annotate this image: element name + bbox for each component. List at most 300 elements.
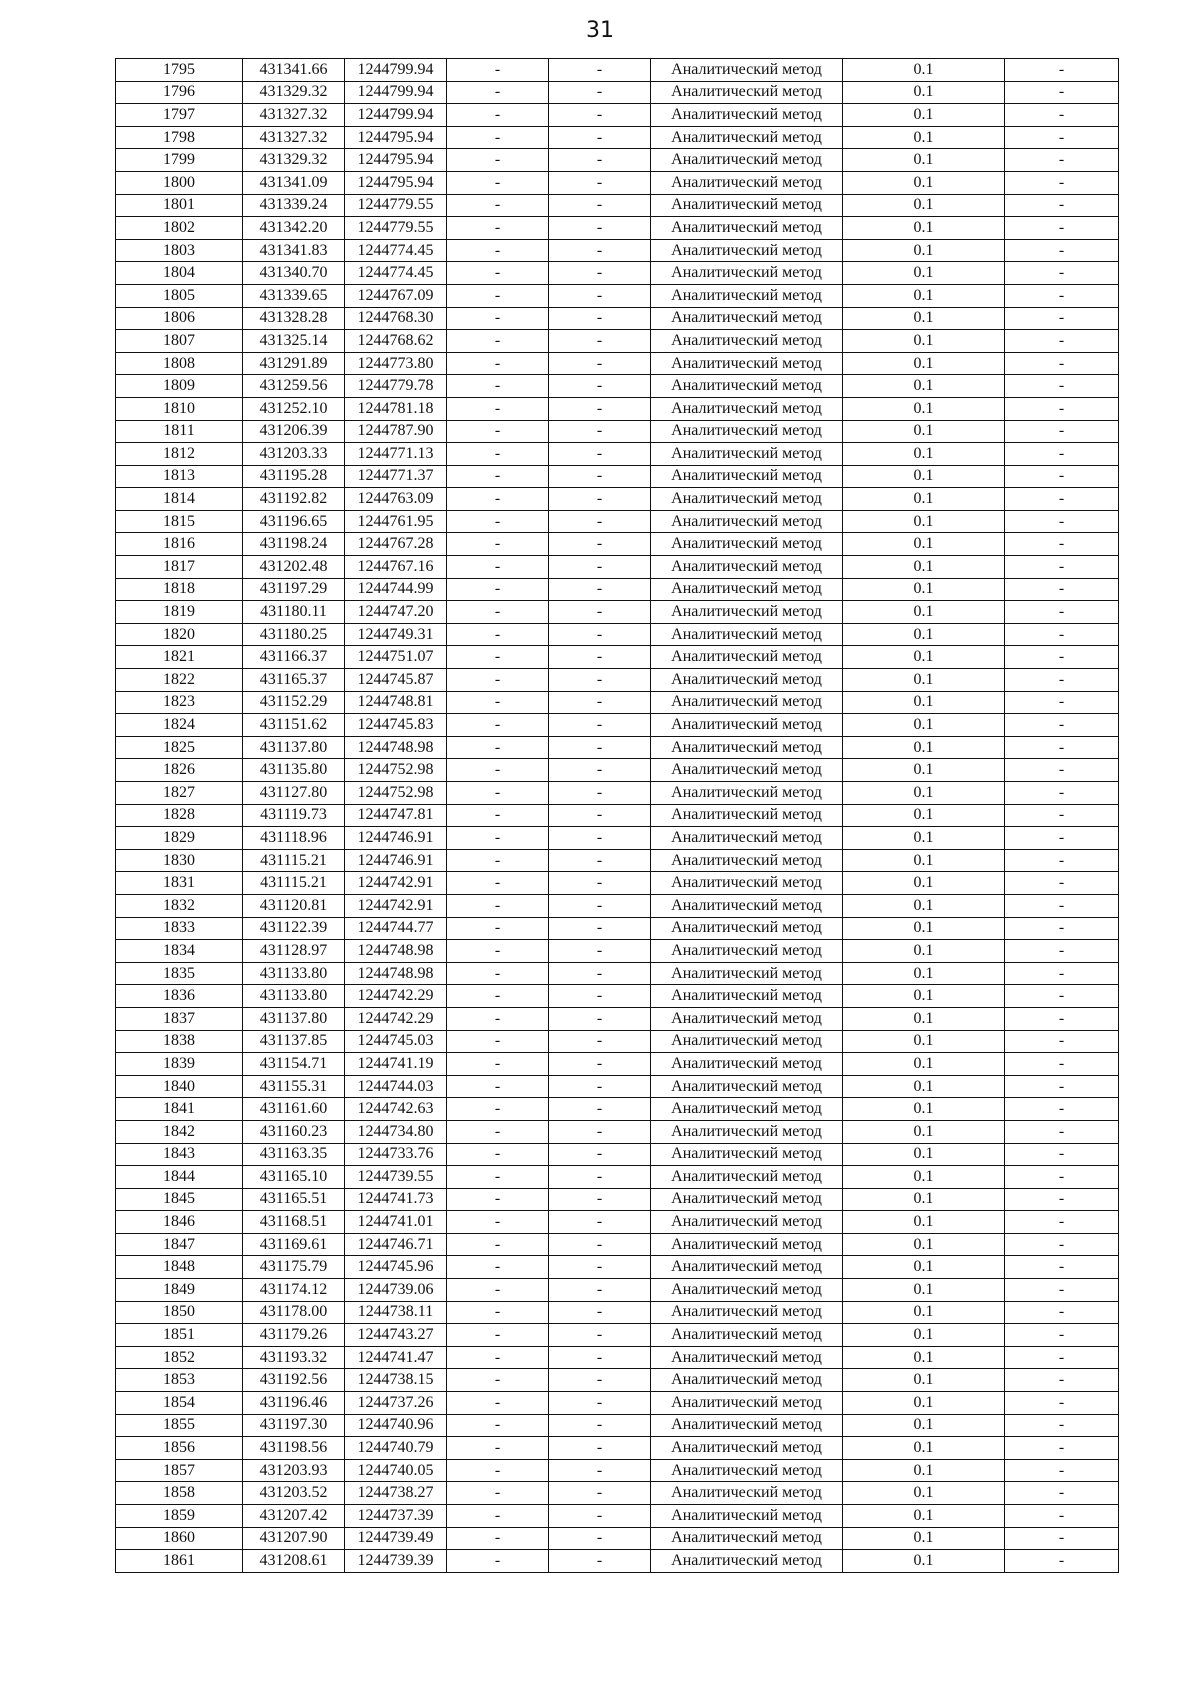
accuracy-cell: 0.1 bbox=[843, 1459, 1005, 1482]
empty-cell-2: - bbox=[549, 397, 651, 420]
accuracy-cell: 0.1 bbox=[843, 1075, 1005, 1098]
y-coordinate-cell: 1244742.63 bbox=[345, 1098, 447, 1121]
empty-cell-1: - bbox=[447, 1392, 549, 1415]
y-coordinate-cell: 1244799.94 bbox=[345, 81, 447, 104]
empty-cell-2: - bbox=[549, 1098, 651, 1121]
method-cell: Аналитический метод bbox=[651, 759, 843, 782]
y-coordinate-cell: 1244741.73 bbox=[345, 1188, 447, 1211]
x-coordinate-cell: 431327.32 bbox=[243, 104, 345, 127]
table-row bbox=[116, 940, 1119, 963]
empty-cell-3: - bbox=[1005, 1346, 1119, 1369]
y-coordinate-cell: 1244748.98 bbox=[345, 940, 447, 963]
point-number-cell: 1828 bbox=[116, 804, 243, 827]
empty-cell-1: - bbox=[447, 1505, 549, 1528]
accuracy-cell: 0.1 bbox=[843, 917, 1005, 940]
method-cell: Аналитический метод bbox=[651, 782, 843, 805]
y-coordinate-cell: 1244746.91 bbox=[345, 827, 447, 850]
accuracy-cell: 0.1 bbox=[843, 465, 1005, 488]
y-coordinate-cell: 1244734.80 bbox=[345, 1120, 447, 1143]
empty-cell-1: - bbox=[447, 1143, 549, 1166]
x-coordinate-cell: 431342.20 bbox=[243, 217, 345, 240]
table-row bbox=[116, 1120, 1119, 1143]
y-coordinate-cell: 1244761.95 bbox=[345, 510, 447, 533]
method-cell: Аналитический метод bbox=[651, 1482, 843, 1505]
table-row bbox=[116, 533, 1119, 556]
y-coordinate-cell: 1244787.90 bbox=[345, 420, 447, 443]
accuracy-cell: 0.1 bbox=[843, 1053, 1005, 1076]
empty-cell-1: - bbox=[447, 782, 549, 805]
table-row bbox=[116, 59, 1119, 82]
empty-cell-2: - bbox=[549, 1075, 651, 1098]
x-coordinate-cell: 431341.66 bbox=[243, 59, 345, 82]
accuracy-cell: 0.1 bbox=[843, 1437, 1005, 1460]
empty-cell-3: - bbox=[1005, 646, 1119, 669]
method-cell: Аналитический метод bbox=[651, 601, 843, 624]
x-coordinate-cell: 431135.80 bbox=[243, 759, 345, 782]
method-cell: Аналитический метод bbox=[651, 1233, 843, 1256]
y-coordinate-cell: 1244745.03 bbox=[345, 1030, 447, 1053]
accuracy-cell: 0.1 bbox=[843, 601, 1005, 624]
empty-cell-3: - bbox=[1005, 601, 1119, 624]
empty-cell-1: - bbox=[447, 601, 549, 624]
method-cell: Аналитический метод bbox=[651, 488, 843, 511]
point-number-cell: 1835 bbox=[116, 962, 243, 985]
point-number-cell: 1854 bbox=[116, 1392, 243, 1415]
table-row bbox=[116, 1098, 1119, 1121]
accuracy-cell: 0.1 bbox=[843, 284, 1005, 307]
method-cell: Аналитический метод bbox=[651, 352, 843, 375]
empty-cell-2: - bbox=[549, 1437, 651, 1460]
method-cell: Аналитический метод bbox=[651, 1143, 843, 1166]
empty-cell-3: - bbox=[1005, 736, 1119, 759]
table-row bbox=[116, 1053, 1119, 1076]
x-coordinate-cell: 431169.61 bbox=[243, 1233, 345, 1256]
table-row bbox=[116, 623, 1119, 646]
x-coordinate-cell: 431339.65 bbox=[243, 284, 345, 307]
accuracy-cell: 0.1 bbox=[843, 262, 1005, 285]
table-row bbox=[116, 578, 1119, 601]
method-cell: Аналитический метод bbox=[651, 1030, 843, 1053]
table-row bbox=[116, 81, 1119, 104]
method-cell: Аналитический метод bbox=[651, 804, 843, 827]
table-row bbox=[116, 804, 1119, 827]
empty-cell-2: - bbox=[549, 1211, 651, 1234]
x-coordinate-cell: 431339.24 bbox=[243, 194, 345, 217]
accuracy-cell: 0.1 bbox=[843, 420, 1005, 443]
accuracy-cell: 0.1 bbox=[843, 149, 1005, 172]
point-number-cell: 1812 bbox=[116, 443, 243, 466]
table-row bbox=[116, 443, 1119, 466]
x-coordinate-cell: 431120.81 bbox=[243, 894, 345, 917]
y-coordinate-cell: 1244795.94 bbox=[345, 126, 447, 149]
empty-cell-2: - bbox=[549, 714, 651, 737]
y-coordinate-cell: 1244745.83 bbox=[345, 714, 447, 737]
method-cell: Аналитический метод bbox=[651, 623, 843, 646]
empty-cell-2: - bbox=[549, 1301, 651, 1324]
point-number-cell: 1824 bbox=[116, 714, 243, 737]
x-coordinate-cell: 431133.80 bbox=[243, 985, 345, 1008]
method-cell: Аналитический метод bbox=[651, 872, 843, 895]
empty-cell-2: - bbox=[549, 149, 651, 172]
point-number-cell: 1861 bbox=[116, 1550, 243, 1573]
point-number-cell: 1831 bbox=[116, 872, 243, 895]
point-number-cell: 1836 bbox=[116, 985, 243, 1008]
empty-cell-1: - bbox=[447, 1437, 549, 1460]
point-number-cell: 1823 bbox=[116, 691, 243, 714]
table-row bbox=[116, 1256, 1119, 1279]
accuracy-cell: 0.1 bbox=[843, 81, 1005, 104]
empty-cell-3: - bbox=[1005, 759, 1119, 782]
table-row bbox=[116, 284, 1119, 307]
empty-cell-1: - bbox=[447, 940, 549, 963]
empty-cell-2: - bbox=[549, 1392, 651, 1415]
empty-cell-3: - bbox=[1005, 330, 1119, 353]
accuracy-cell: 0.1 bbox=[843, 578, 1005, 601]
point-number-cell: 1804 bbox=[116, 262, 243, 285]
point-number-cell: 1807 bbox=[116, 330, 243, 353]
point-number-cell: 1843 bbox=[116, 1143, 243, 1166]
empty-cell-2: - bbox=[549, 601, 651, 624]
y-coordinate-cell: 1244747.81 bbox=[345, 804, 447, 827]
empty-cell-2: - bbox=[549, 330, 651, 353]
empty-cell-2: - bbox=[549, 804, 651, 827]
y-coordinate-cell: 1244741.01 bbox=[345, 1211, 447, 1234]
empty-cell-2: - bbox=[549, 962, 651, 985]
method-cell: Аналитический метод bbox=[651, 1346, 843, 1369]
table-row bbox=[116, 1301, 1119, 1324]
table-row bbox=[116, 1550, 1119, 1573]
empty-cell-1: - bbox=[447, 59, 549, 82]
empty-cell-1: - bbox=[447, 985, 549, 1008]
point-number-cell: 1840 bbox=[116, 1075, 243, 1098]
method-cell: Аналитический метод bbox=[651, 194, 843, 217]
empty-cell-1: - bbox=[447, 1166, 549, 1189]
empty-cell-1: - bbox=[447, 714, 549, 737]
x-coordinate-cell: 431193.32 bbox=[243, 1346, 345, 1369]
empty-cell-1: - bbox=[447, 126, 549, 149]
method-cell: Аналитический метод bbox=[651, 669, 843, 692]
table-row bbox=[116, 1414, 1119, 1437]
empty-cell-1: - bbox=[447, 171, 549, 194]
empty-cell-2: - bbox=[549, 736, 651, 759]
y-coordinate-cell: 1244781.18 bbox=[345, 397, 447, 420]
accuracy-cell: 0.1 bbox=[843, 1392, 1005, 1415]
y-coordinate-cell: 1244749.31 bbox=[345, 623, 447, 646]
empty-cell-3: - bbox=[1005, 397, 1119, 420]
point-number-cell: 1849 bbox=[116, 1279, 243, 1302]
method-cell: Аналитический метод bbox=[651, 1505, 843, 1528]
table-row bbox=[116, 1143, 1119, 1166]
accuracy-cell: 0.1 bbox=[843, 1030, 1005, 1053]
table-row bbox=[116, 126, 1119, 149]
empty-cell-3: - bbox=[1005, 465, 1119, 488]
empty-cell-3: - bbox=[1005, 1527, 1119, 1550]
y-coordinate-cell: 1244745.87 bbox=[345, 669, 447, 692]
empty-cell-2: - bbox=[549, 1550, 651, 1573]
empty-cell-2: - bbox=[549, 894, 651, 917]
method-cell: Аналитический метод bbox=[651, 827, 843, 850]
x-coordinate-cell: 431206.39 bbox=[243, 420, 345, 443]
empty-cell-2: - bbox=[549, 307, 651, 330]
method-cell: Аналитический метод bbox=[651, 420, 843, 443]
accuracy-cell: 0.1 bbox=[843, 194, 1005, 217]
empty-cell-1: - bbox=[447, 556, 549, 579]
x-coordinate-cell: 431203.52 bbox=[243, 1482, 345, 1505]
accuracy-cell: 0.1 bbox=[843, 827, 1005, 850]
y-coordinate-cell: 1244779.55 bbox=[345, 194, 447, 217]
accuracy-cell: 0.1 bbox=[843, 962, 1005, 985]
empty-cell-1: - bbox=[447, 1459, 549, 1482]
table-row bbox=[116, 375, 1119, 398]
point-number-cell: 1827 bbox=[116, 782, 243, 805]
empty-cell-3: - bbox=[1005, 669, 1119, 692]
point-number-cell: 1813 bbox=[116, 465, 243, 488]
empty-cell-3: - bbox=[1005, 352, 1119, 375]
x-coordinate-cell: 431192.82 bbox=[243, 488, 345, 511]
empty-cell-2: - bbox=[549, 1143, 651, 1166]
y-coordinate-cell: 1244771.13 bbox=[345, 443, 447, 466]
empty-cell-2: - bbox=[549, 59, 651, 82]
x-coordinate-cell: 431180.11 bbox=[243, 601, 345, 624]
x-coordinate-cell: 431252.10 bbox=[243, 397, 345, 420]
empty-cell-2: - bbox=[549, 443, 651, 466]
table-row bbox=[116, 1188, 1119, 1211]
x-coordinate-cell: 431197.29 bbox=[243, 578, 345, 601]
x-coordinate-cell: 431207.90 bbox=[243, 1527, 345, 1550]
accuracy-cell: 0.1 bbox=[843, 488, 1005, 511]
point-number-cell: 1845 bbox=[116, 1188, 243, 1211]
empty-cell-1: - bbox=[447, 1301, 549, 1324]
method-cell: Аналитический метод bbox=[651, 1279, 843, 1302]
method-cell: Аналитический метод bbox=[651, 1120, 843, 1143]
accuracy-cell: 0.1 bbox=[843, 782, 1005, 805]
point-number-cell: 1832 bbox=[116, 894, 243, 917]
accuracy-cell: 0.1 bbox=[843, 894, 1005, 917]
y-coordinate-cell: 1244767.09 bbox=[345, 284, 447, 307]
x-coordinate-cell: 431207.42 bbox=[243, 1505, 345, 1528]
table-row bbox=[116, 1075, 1119, 1098]
accuracy-cell: 0.1 bbox=[843, 714, 1005, 737]
x-coordinate-cell: 431165.10 bbox=[243, 1166, 345, 1189]
method-cell: Аналитический метод bbox=[651, 736, 843, 759]
y-coordinate-cell: 1244774.45 bbox=[345, 262, 447, 285]
method-cell: Аналитический метод bbox=[651, 1324, 843, 1347]
x-coordinate-cell: 431208.61 bbox=[243, 1550, 345, 1573]
accuracy-cell: 0.1 bbox=[843, 1505, 1005, 1528]
x-coordinate-cell: 431122.39 bbox=[243, 917, 345, 940]
empty-cell-2: - bbox=[549, 1505, 651, 1528]
point-number-cell: 1853 bbox=[116, 1369, 243, 1392]
empty-cell-3: - bbox=[1005, 510, 1119, 533]
accuracy-cell: 0.1 bbox=[843, 1233, 1005, 1256]
y-coordinate-cell: 1244738.15 bbox=[345, 1369, 447, 1392]
table-row bbox=[116, 465, 1119, 488]
empty-cell-3: - bbox=[1005, 804, 1119, 827]
table-body bbox=[116, 59, 1119, 1573]
table-row bbox=[116, 1007, 1119, 1030]
point-number-cell: 1818 bbox=[116, 578, 243, 601]
empty-cell-3: - bbox=[1005, 1188, 1119, 1211]
table-row bbox=[116, 691, 1119, 714]
accuracy-cell: 0.1 bbox=[843, 126, 1005, 149]
point-number-cell: 1799 bbox=[116, 149, 243, 172]
empty-cell-1: - bbox=[447, 736, 549, 759]
y-coordinate-cell: 1244768.62 bbox=[345, 330, 447, 353]
point-number-cell: 1821 bbox=[116, 646, 243, 669]
empty-cell-1: - bbox=[447, 827, 549, 850]
x-coordinate-cell: 431128.97 bbox=[243, 940, 345, 963]
x-coordinate-cell: 431137.80 bbox=[243, 736, 345, 759]
empty-cell-2: - bbox=[549, 646, 651, 669]
empty-cell-1: - bbox=[447, 1120, 549, 1143]
x-coordinate-cell: 431115.21 bbox=[243, 849, 345, 872]
method-cell: Аналитический метод bbox=[651, 1166, 843, 1189]
empty-cell-3: - bbox=[1005, 1279, 1119, 1302]
method-cell: Аналитический метод bbox=[651, 375, 843, 398]
empty-cell-3: - bbox=[1005, 104, 1119, 127]
y-coordinate-cell: 1244752.98 bbox=[345, 782, 447, 805]
point-number-cell: 1796 bbox=[116, 81, 243, 104]
empty-cell-1: - bbox=[447, 1211, 549, 1234]
accuracy-cell: 0.1 bbox=[843, 646, 1005, 669]
table-row bbox=[116, 1166, 1119, 1189]
empty-cell-2: - bbox=[549, 1030, 651, 1053]
table-row bbox=[116, 262, 1119, 285]
method-cell: Аналитический метод bbox=[651, 962, 843, 985]
table-row bbox=[116, 601, 1119, 624]
table-row bbox=[116, 849, 1119, 872]
empty-cell-3: - bbox=[1005, 1459, 1119, 1482]
accuracy-cell: 0.1 bbox=[843, 397, 1005, 420]
empty-cell-1: - bbox=[447, 1550, 549, 1573]
table-row bbox=[116, 1233, 1119, 1256]
table-row bbox=[116, 488, 1119, 511]
empty-cell-3: - bbox=[1005, 171, 1119, 194]
method-cell: Аналитический метод bbox=[651, 1392, 843, 1415]
accuracy-cell: 0.1 bbox=[843, 59, 1005, 82]
empty-cell-2: - bbox=[549, 284, 651, 307]
accuracy-cell: 0.1 bbox=[843, 1369, 1005, 1392]
table-row bbox=[116, 1459, 1119, 1482]
method-cell: Аналитический метод bbox=[651, 691, 843, 714]
y-coordinate-cell: 1244748.81 bbox=[345, 691, 447, 714]
empty-cell-1: - bbox=[447, 217, 549, 240]
x-coordinate-cell: 431137.80 bbox=[243, 1007, 345, 1030]
x-coordinate-cell: 431166.37 bbox=[243, 646, 345, 669]
y-coordinate-cell: 1244773.80 bbox=[345, 352, 447, 375]
x-coordinate-cell: 431325.14 bbox=[243, 330, 345, 353]
empty-cell-3: - bbox=[1005, 126, 1119, 149]
table-row bbox=[116, 1030, 1119, 1053]
table-row bbox=[116, 1279, 1119, 1302]
table-row bbox=[116, 330, 1119, 353]
method-cell: Аналитический метод bbox=[651, 1437, 843, 1460]
x-coordinate-cell: 431340.70 bbox=[243, 262, 345, 285]
table-row bbox=[116, 420, 1119, 443]
x-coordinate-cell: 431119.73 bbox=[243, 804, 345, 827]
method-cell: Аналитический метод bbox=[651, 307, 843, 330]
empty-cell-1: - bbox=[447, 1414, 549, 1437]
empty-cell-3: - bbox=[1005, 578, 1119, 601]
method-cell: Аналитический метод bbox=[651, 1075, 843, 1098]
y-coordinate-cell: 1244738.27 bbox=[345, 1482, 447, 1505]
table-row bbox=[116, 646, 1119, 669]
empty-cell-1: - bbox=[447, 1053, 549, 1076]
point-number-cell: 1814 bbox=[116, 488, 243, 511]
point-number-cell: 1808 bbox=[116, 352, 243, 375]
point-number-cell: 1820 bbox=[116, 623, 243, 646]
y-coordinate-cell: 1244743.27 bbox=[345, 1324, 447, 1347]
empty-cell-1: - bbox=[447, 1369, 549, 1392]
empty-cell-2: - bbox=[549, 488, 651, 511]
method-cell: Аналитический метод bbox=[651, 940, 843, 963]
method-cell: Аналитический метод bbox=[651, 217, 843, 240]
empty-cell-1: - bbox=[447, 262, 549, 285]
empty-cell-3: - bbox=[1005, 1392, 1119, 1415]
y-coordinate-cell: 1244745.96 bbox=[345, 1256, 447, 1279]
empty-cell-2: - bbox=[549, 217, 651, 240]
empty-cell-3: - bbox=[1005, 556, 1119, 579]
x-coordinate-cell: 431151.62 bbox=[243, 714, 345, 737]
table-row bbox=[116, 1392, 1119, 1415]
empty-cell-2: - bbox=[549, 940, 651, 963]
point-number-cell: 1846 bbox=[116, 1211, 243, 1234]
accuracy-cell: 0.1 bbox=[843, 691, 1005, 714]
method-cell: Аналитический метод bbox=[651, 917, 843, 940]
point-number-cell: 1852 bbox=[116, 1346, 243, 1369]
x-coordinate-cell: 431341.09 bbox=[243, 171, 345, 194]
empty-cell-2: - bbox=[549, 194, 651, 217]
empty-cell-2: - bbox=[549, 420, 651, 443]
empty-cell-1: - bbox=[447, 804, 549, 827]
method-cell: Аналитический метод bbox=[651, 646, 843, 669]
empty-cell-1: - bbox=[447, 849, 549, 872]
point-number-cell: 1844 bbox=[116, 1166, 243, 1189]
empty-cell-1: - bbox=[447, 149, 549, 172]
empty-cell-1: - bbox=[447, 1324, 549, 1347]
empty-cell-1: - bbox=[447, 1098, 549, 1121]
method-cell: Аналитический метод bbox=[651, 510, 843, 533]
point-number-cell: 1830 bbox=[116, 849, 243, 872]
empty-cell-3: - bbox=[1005, 940, 1119, 963]
empty-cell-1: - bbox=[447, 330, 549, 353]
x-coordinate-cell: 431203.93 bbox=[243, 1459, 345, 1482]
empty-cell-1: - bbox=[447, 1233, 549, 1256]
empty-cell-2: - bbox=[549, 669, 651, 692]
method-cell: Аналитический метод bbox=[651, 533, 843, 556]
accuracy-cell: 0.1 bbox=[843, 804, 1005, 827]
table-row bbox=[116, 217, 1119, 240]
empty-cell-3: - bbox=[1005, 1007, 1119, 1030]
x-coordinate-cell: 431259.56 bbox=[243, 375, 345, 398]
point-number-cell: 1816 bbox=[116, 533, 243, 556]
y-coordinate-cell: 1244742.29 bbox=[345, 1007, 447, 1030]
empty-cell-2: - bbox=[549, 1188, 651, 1211]
accuracy-cell: 0.1 bbox=[843, 443, 1005, 466]
empty-cell-1: - bbox=[447, 1030, 549, 1053]
y-coordinate-cell: 1244771.37 bbox=[345, 465, 447, 488]
empty-cell-1: - bbox=[447, 894, 549, 917]
empty-cell-3: - bbox=[1005, 894, 1119, 917]
point-number-cell: 1803 bbox=[116, 239, 243, 262]
accuracy-cell: 0.1 bbox=[843, 1550, 1005, 1573]
point-number-cell: 1810 bbox=[116, 397, 243, 420]
method-cell: Аналитический метод bbox=[651, 284, 843, 307]
point-number-cell: 1833 bbox=[116, 917, 243, 940]
empty-cell-1: - bbox=[447, 104, 549, 127]
empty-cell-3: - bbox=[1005, 985, 1119, 1008]
point-number-cell: 1856 bbox=[116, 1437, 243, 1460]
